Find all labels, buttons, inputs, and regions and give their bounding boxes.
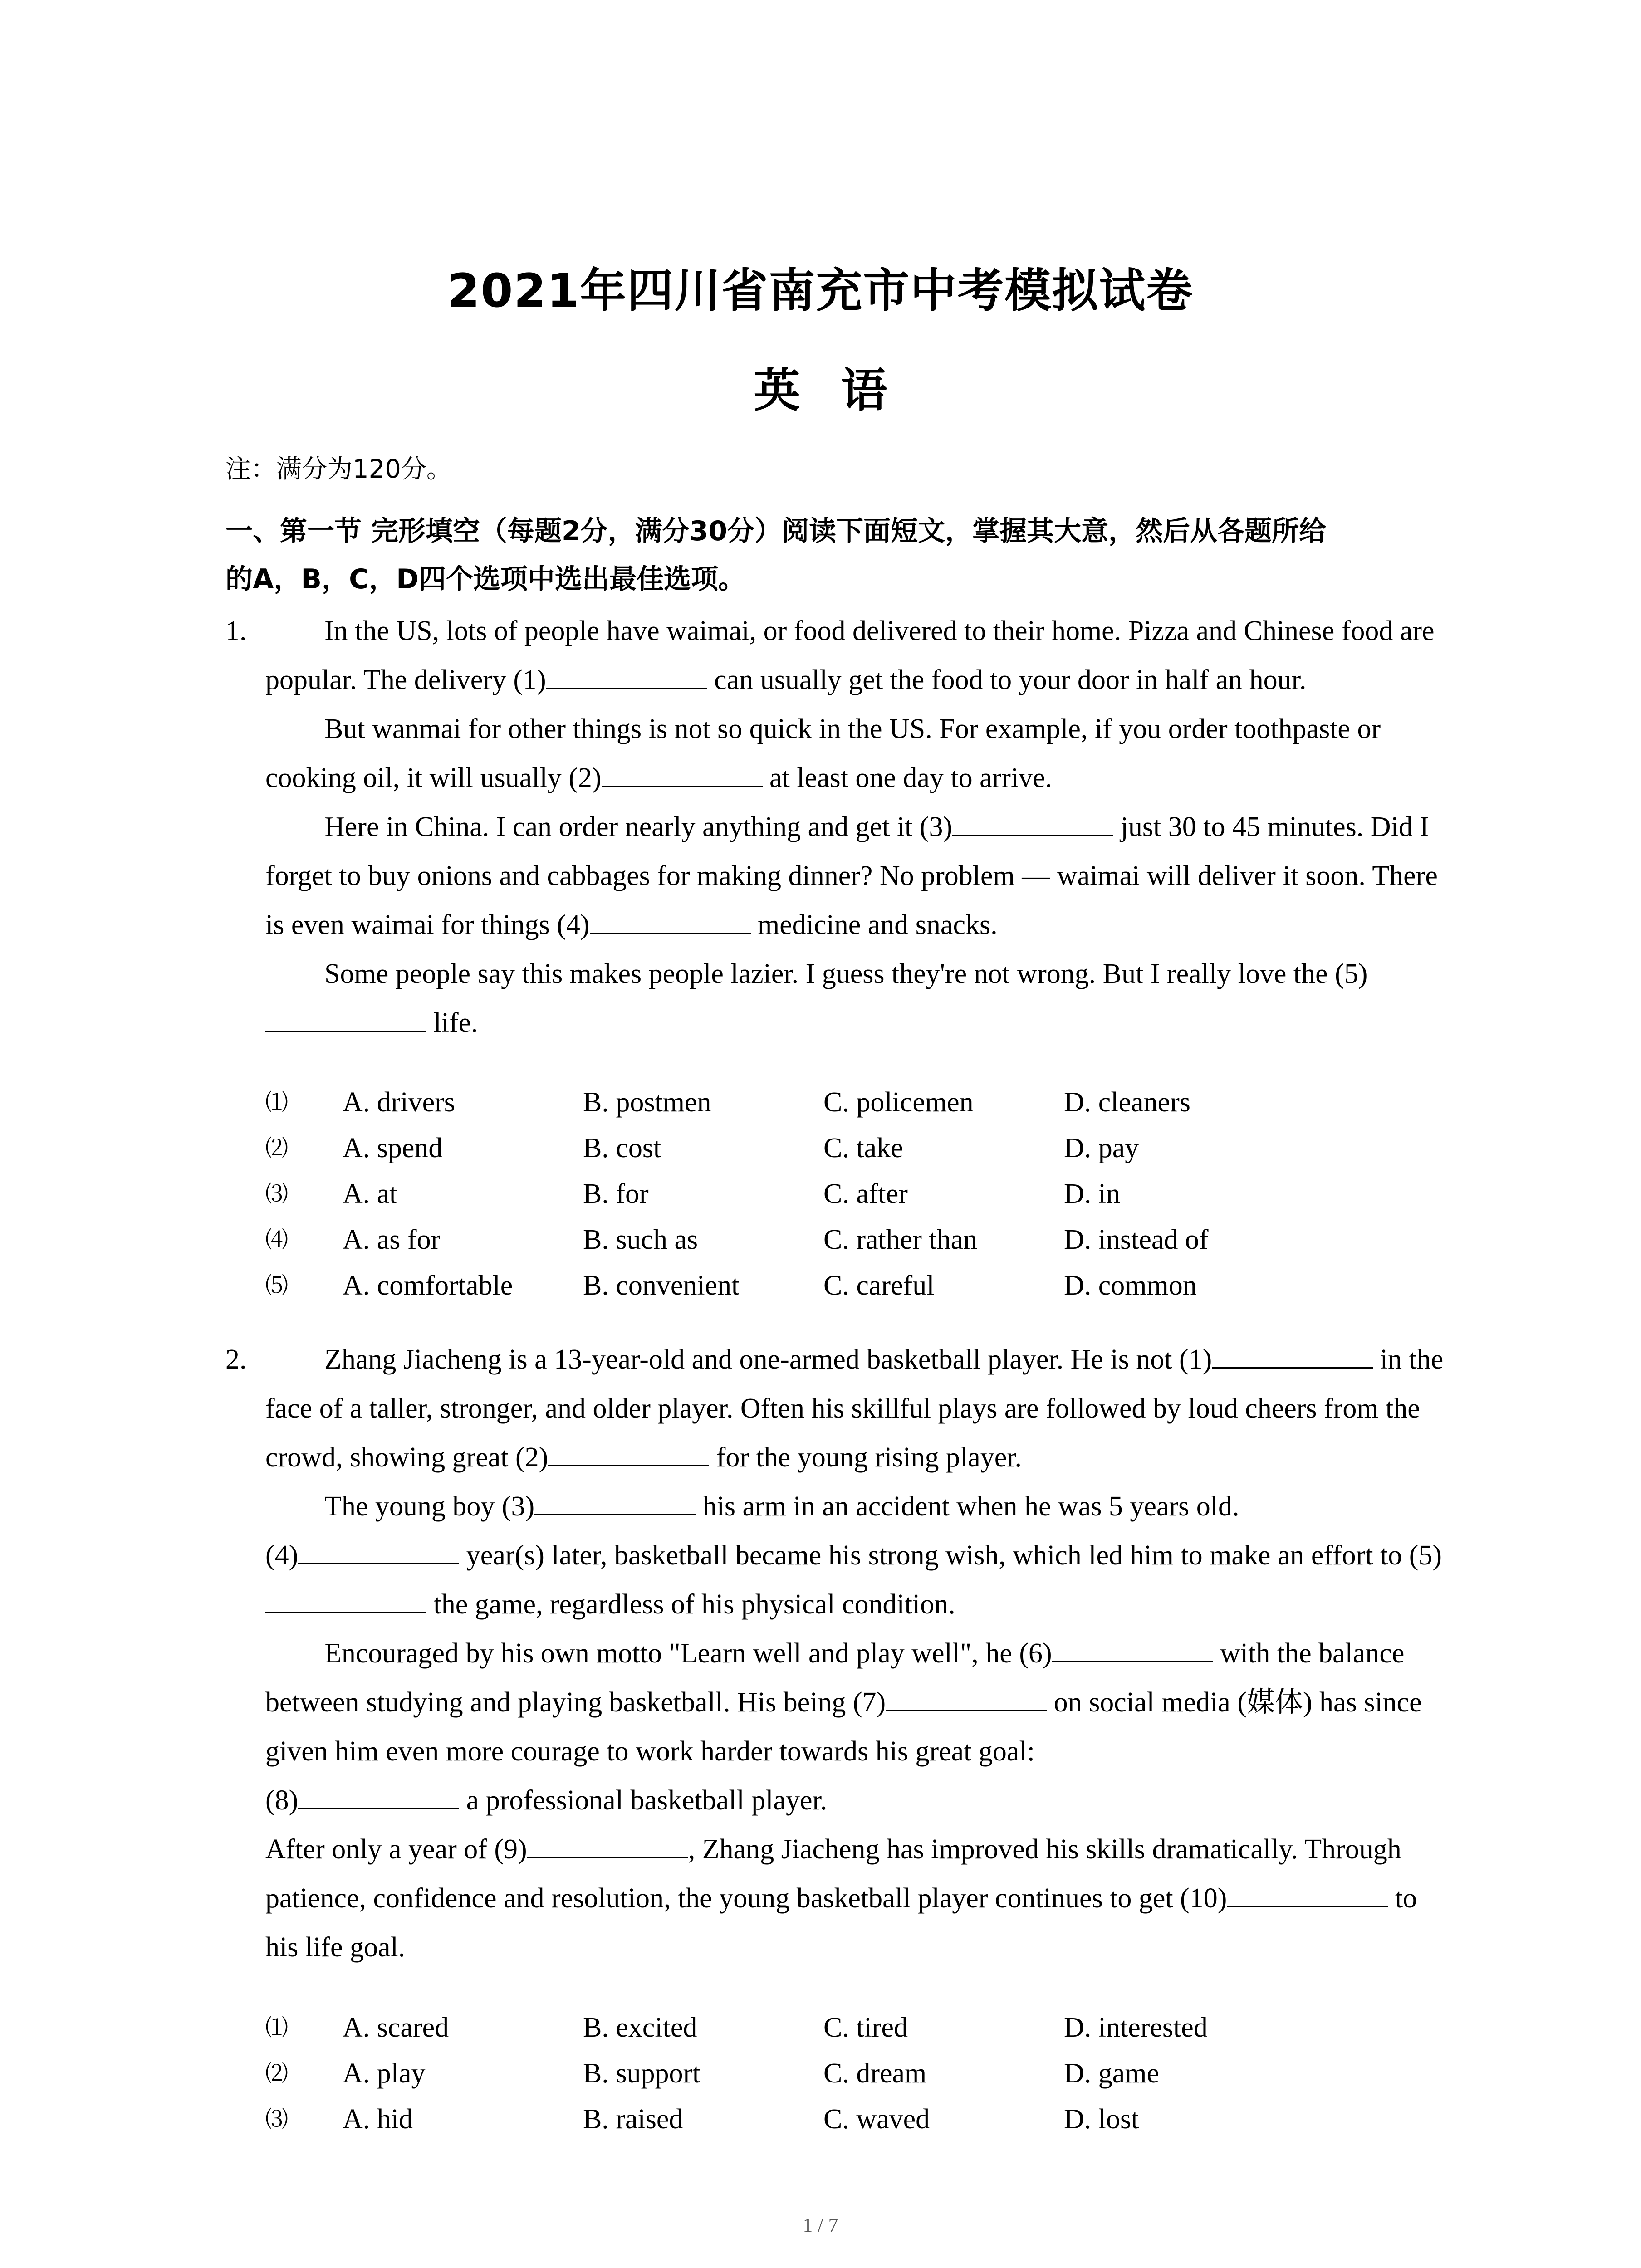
option-row	[265, 1219, 1445, 1265]
answer-blank	[548, 1441, 709, 1466]
passage-paragraph	[265, 949, 1445, 1047]
option-row	[265, 2007, 1445, 2053]
passage-paragraph	[265, 1335, 1445, 1482]
passage-paragraph	[265, 606, 1445, 704]
passage-paragraph	[265, 1482, 1445, 1531]
option-d[interactable]: D. instead of	[1064, 1224, 1209, 1255]
passage-text: to his life goal.	[265, 1883, 1417, 1963]
option-d[interactable]: D. interested	[1064, 2012, 1208, 2043]
answer-blank	[952, 811, 1113, 836]
option-b[interactable]: B. for	[583, 1178, 649, 1209]
option-c[interactable]: C. waved	[823, 2104, 930, 2135]
answer-blank	[546, 664, 707, 689]
option-a[interactable]: A. scared	[343, 2012, 449, 2043]
answer-blank	[265, 1588, 426, 1613]
passage-text: year(s) later, basketball became his strong wish, which led him to make an effort to (5)	[459, 1540, 1442, 1571]
answer-blank	[1227, 1882, 1388, 1907]
passage-paragraph	[265, 1825, 1445, 1972]
passage-text: Here in China. I can order nearly anything and get it (3)	[324, 811, 953, 842]
option-row	[265, 1265, 1445, 1311]
passage-text: on social media (媒体) has since given him even more courage to work harder towards his great goal:	[265, 1687, 1422, 1767]
section-heading	[225, 507, 1450, 603]
passage-text: medicine and snacks.	[750, 909, 998, 940]
passage-text: a professional basketball player.	[459, 1785, 828, 1816]
option-row	[265, 1128, 1445, 1173]
option-c[interactable]: C. rather than	[823, 1224, 978, 1255]
passage-paragraph	[265, 1776, 1445, 1825]
option-c[interactable]: C. tired	[823, 2012, 908, 2043]
option-c[interactable]: C. take	[823, 1133, 903, 1163]
option-b[interactable]: B. convenient	[583, 1270, 740, 1301]
question-2-passage	[265, 1335, 1445, 1972]
answer-blank	[1212, 1343, 1373, 1369]
question-number: 1.	[225, 616, 247, 646]
option-d[interactable]: D. game	[1064, 2058, 1160, 2089]
passage-text: , Zhang Jiacheng has improved his skills dramatically. Through patience, confidence and resolution, the young basketball player continues to get (10)	[265, 1834, 1401, 1914]
passage-text: life.	[426, 1007, 478, 1038]
passage-text: can usually get the food to your door in half an hour.	[707, 665, 1307, 695]
answer-blank	[265, 1007, 426, 1032]
option-b[interactable]: B. postmen	[583, 1087, 711, 1118]
option-d[interactable]: D. in	[1064, 1178, 1120, 1209]
option-a[interactable]: A. comfortable	[343, 1270, 513, 1301]
passage-text: Some people say this makes people lazier. I guess they're not wrong. But I really love the (5)	[324, 958, 1368, 989]
option-c[interactable]: C. policemen	[823, 1087, 974, 1118]
option-number: ⑴	[265, 1089, 288, 1115]
option-a[interactable]: A. hid	[343, 2104, 413, 2135]
option-number: ⑸	[265, 1272, 288, 1299]
option-b[interactable]: B. cost	[583, 1133, 661, 1163]
question-1-passage	[265, 606, 1445, 1047]
passage-text: for the young rising player.	[709, 1442, 1022, 1473]
answer-blank	[602, 762, 763, 787]
option-a[interactable]: A. drivers	[343, 1087, 455, 1118]
answer-blank	[298, 1539, 459, 1564]
option-d[interactable]: D. common	[1064, 1270, 1197, 1301]
answer-blank	[1052, 1637, 1213, 1662]
answer-blank	[590, 909, 751, 934]
passage-text: The young boy (3)	[324, 1491, 535, 1522]
section-heading-line1: 一、第一节 完形填空（每题2分，满分30分）阅读下面短文，掌握其大意，然后从各题所给	[225, 515, 1327, 547]
option-a[interactable]: A. as for	[343, 1224, 441, 1255]
option-d[interactable]: D. pay	[1064, 1133, 1139, 1163]
option-d[interactable]: D. cleaners	[1064, 1087, 1190, 1118]
passage-text: the game, regardless of his physical condition.	[426, 1589, 955, 1620]
passage-text: But wanmai for other things is not so quick in the US. For example, if you order toothpaste or cooking oil, it will usually (2)	[265, 714, 1381, 793]
answer-blank	[534, 1490, 696, 1515]
option-b[interactable]: B. raised	[583, 2104, 683, 2135]
passage-text: (8)	[265, 1785, 299, 1816]
option-c[interactable]: C. careful	[823, 1270, 935, 1301]
question-1-options	[265, 1082, 1445, 1311]
option-row	[265, 2053, 1445, 2099]
passage-text: Encouraged by his own motto "Learn well and play well", he (6)	[324, 1638, 1052, 1669]
passage-paragraph	[265, 1629, 1445, 1776]
option-row	[265, 1082, 1445, 1128]
option-number: ⑶	[265, 2106, 288, 2132]
subject-title: 英语	[754, 364, 928, 418]
option-c[interactable]: C. after	[823, 1178, 908, 1209]
passage-text: After only a year of (9)	[265, 1834, 527, 1865]
option-b[interactable]: B. support	[583, 2058, 700, 2089]
option-number: ⑷	[265, 1227, 288, 1253]
passage-paragraph	[265, 802, 1445, 949]
option-a[interactable]: A. at	[343, 1178, 397, 1209]
option-number: ⑶	[265, 1181, 288, 1207]
exam-title: 2021年四川省南充市中考模拟试卷	[447, 264, 1194, 318]
option-row	[265, 1173, 1445, 1219]
option-number: ⑵	[265, 2060, 288, 2087]
option-number: ⑴	[265, 2014, 288, 2041]
option-a[interactable]: A. spend	[343, 1133, 443, 1163]
answer-blank	[527, 1833, 688, 1858]
passage-text: with the balance between studying and playing basketball. His being (7)	[265, 1638, 1405, 1718]
option-b[interactable]: B. such as	[583, 1224, 698, 1255]
option-b[interactable]: B. excited	[583, 2012, 697, 2043]
passage-text: In the US, lots of people have waimai, or food delivered to their home. Pizza and Chinese food are popular. The delivery (1)	[265, 616, 1435, 695]
option-row	[265, 2099, 1445, 2145]
option-c[interactable]: C. dream	[823, 2058, 927, 2089]
passage-paragraph	[265, 704, 1445, 802]
answer-blank	[298, 1784, 459, 1809]
passage-text: (4)	[265, 1540, 299, 1571]
score-note: 注：满分为120分。	[225, 455, 452, 484]
section-heading-line2: 的A，B，C，D四个选项中选出最佳选项。	[225, 563, 746, 595]
passage-text: his arm in an accident when he was 5 years old.	[696, 1491, 1239, 1522]
option-a[interactable]: A. play	[343, 2058, 426, 2089]
option-number: ⑵	[265, 1135, 288, 1161]
passage-text: just 30 to 45 minutes. Did I forget to buy onions and cabbages for making dinner? No problem — waimai will deliver it soon. There is even waimai for things (4)	[265, 811, 1438, 940]
passage-text: at least one day to arrive.	[762, 763, 1053, 793]
passage-text: in the face of a taller, stronger, and older player. Often his skillful plays are followed by loud cheers from the crowd, showing great (2)	[265, 1344, 1444, 1473]
option-d[interactable]: D. lost	[1064, 2104, 1139, 2135]
question-number: 2.	[225, 1344, 247, 1375]
answer-blank	[886, 1686, 1047, 1711]
passage-text: Zhang Jiacheng is a 13-year-old and one-armed basketball player. He is not (1)	[324, 1344, 1212, 1375]
question-2-options	[265, 2007, 1445, 2145]
passage-paragraph	[265, 1531, 1445, 1629]
page-number: 1 / 7	[803, 2214, 838, 2236]
